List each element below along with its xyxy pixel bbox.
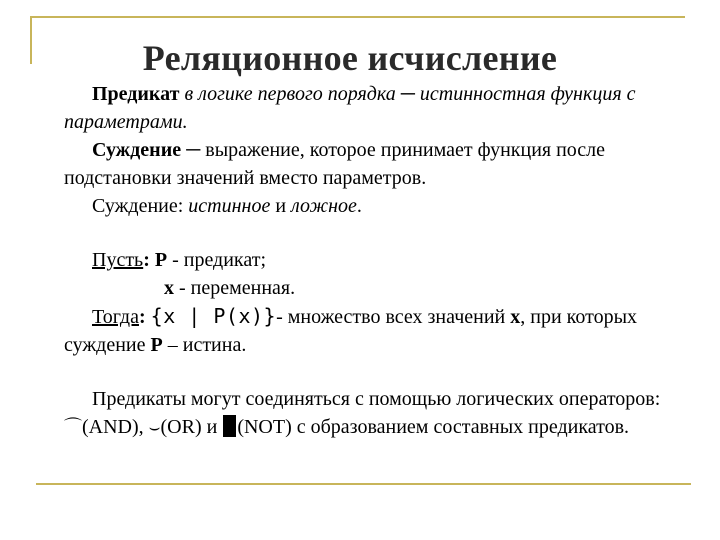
term-judgement: Суждение ─ bbox=[92, 139, 201, 161]
slide-body bbox=[64, 80, 664, 442]
let-colon: : bbox=[143, 249, 155, 271]
or-symbol: ⌣ bbox=[148, 417, 161, 438]
symbol-x: x bbox=[164, 277, 174, 299]
set-expression: {x | P(x)} bbox=[150, 304, 277, 328]
paragraph-predicate bbox=[64, 80, 664, 136]
judgement-definition: выражение, которое принимает функция после подстановки значений вместо параметров. bbox=[64, 139, 606, 189]
p-description: - предикат; bbox=[167, 249, 267, 271]
then-colon: : bbox=[138, 306, 151, 328]
value-true: истинное bbox=[188, 195, 271, 217]
paragraph-variable bbox=[64, 274, 664, 302]
paragraph-then bbox=[64, 302, 664, 359]
conjunction: и bbox=[270, 195, 292, 217]
slide-title: Реляционное исчисление bbox=[142, 38, 558, 78]
paragraph-operators bbox=[64, 385, 664, 442]
predicate-definition: в логике первого порядка ─ истинностная функция с параметрами. bbox=[64, 83, 636, 133]
symbol-p-inline: P bbox=[150, 334, 163, 356]
paragraph-let bbox=[64, 246, 664, 274]
let-word: Пусть bbox=[92, 249, 144, 271]
spacer bbox=[64, 359, 664, 385]
then-word: Тогда bbox=[92, 306, 139, 328]
judgement-values-lead: Суждение: bbox=[92, 195, 189, 217]
value-false: ложное bbox=[291, 195, 357, 217]
set-description-3: – истина. bbox=[162, 334, 247, 356]
and-label: (AND), bbox=[82, 416, 149, 438]
operators-lead: Предикаты могут соединяться с помощью логических операторов: bbox=[92, 388, 661, 410]
set-description-2: , при которых суждение bbox=[64, 306, 638, 356]
not-symbol-icon bbox=[223, 415, 236, 437]
frame-top-rule bbox=[30, 16, 685, 18]
symbol-p: P bbox=[154, 249, 168, 271]
term-predicate: Предикат bbox=[92, 83, 180, 105]
spacer bbox=[64, 220, 664, 246]
symbol-x-inline: x bbox=[510, 306, 521, 328]
x-description: - переменная. bbox=[174, 277, 296, 299]
and-symbol: ⌒ bbox=[64, 417, 82, 438]
frame-bottom-rule bbox=[36, 483, 691, 485]
set-description-1: - множество всех значений bbox=[276, 306, 511, 328]
or-label: (OR) и bbox=[160, 416, 223, 438]
paragraph-judgement bbox=[64, 136, 664, 192]
paragraph-judgement-values bbox=[64, 192, 664, 220]
not-label: (NOT) с образованием составных предикатов. bbox=[237, 416, 630, 438]
period: . bbox=[356, 195, 362, 217]
